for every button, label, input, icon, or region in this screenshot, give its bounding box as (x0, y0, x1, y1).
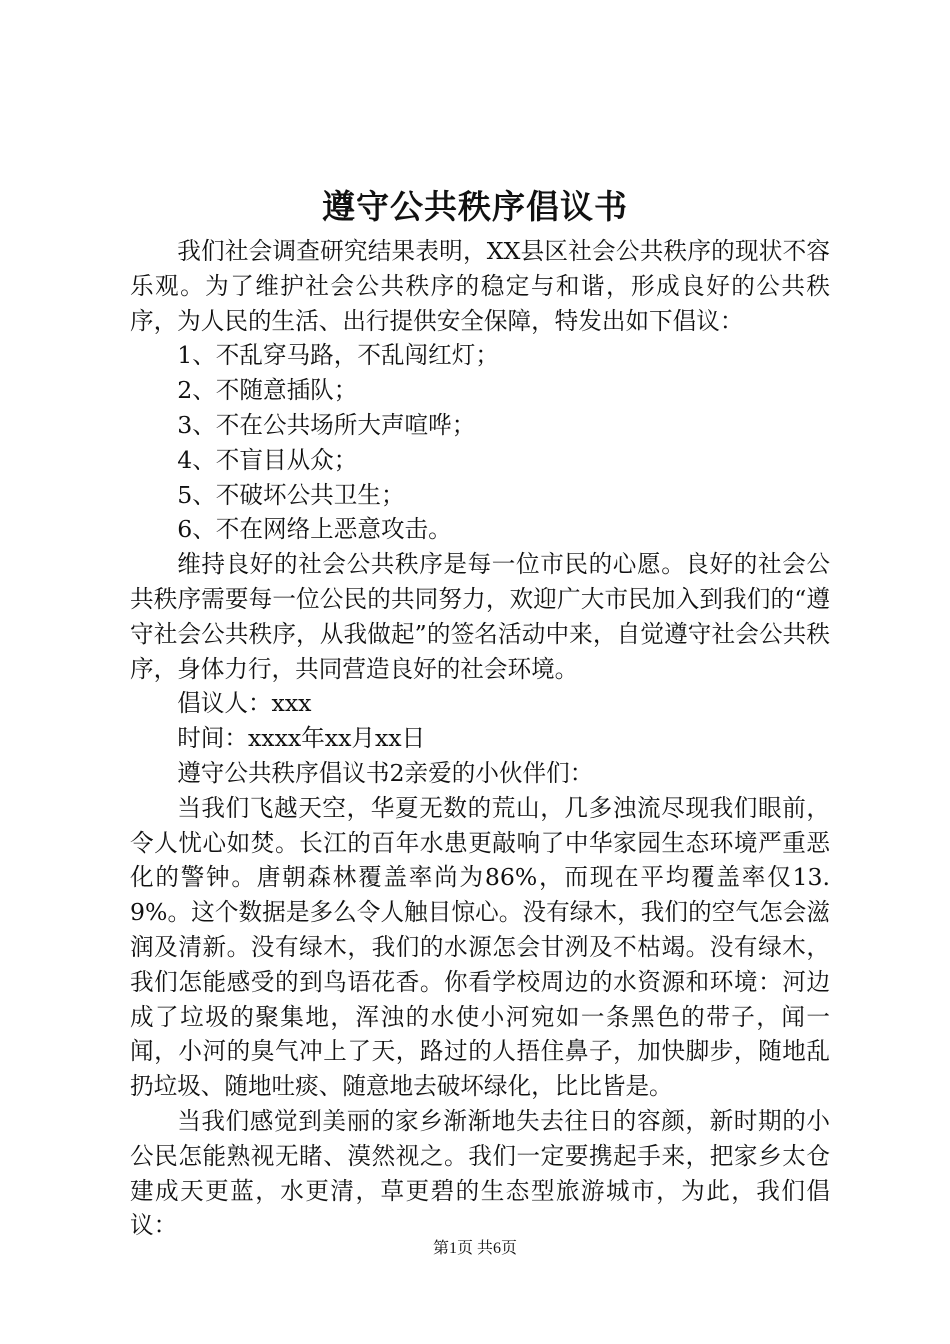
proposal-item-3: 3、不在公共场所大声喧哗； (177, 410, 476, 439)
document-title: 遵守公共秩序倡议书 (322, 187, 628, 226)
page-footer: 第1页 共6页 (432, 1240, 517, 1257)
call-to-action-paragraph: 当我们感觉到美丽的家乡渐渐地失去往日的容颜，新时期的小公民怎能熟视无睹、漠然视之。我们一定要携起手来，把家乡太仓建成天更蓝，水更清，草更碧的生态型旅游城市，为此，我们倡议： (130, 1106, 830, 1240)
second-letter-heading: 遵守公共秩序倡议书2亲爱的小伙伴们： (177, 758, 594, 787)
date-line: 时间：xxxx年xx月xx日 (177, 724, 426, 753)
proposal-item-1: 1、不乱穿马路，不乱闯红灯； (177, 341, 499, 370)
proposal-item-2: 2、不随意插队； (177, 376, 358, 405)
proposal-item-4: 4、不盲目从众； (177, 445, 358, 474)
proposal-item-5: 5、不破坏公共卫生； (177, 480, 405, 509)
proposer-line: 倡议人：xxx (177, 689, 312, 718)
environment-paragraph: 当我们飞越天空，华夏无数的荒山，几多浊流尽现我们眼前，令人忧心如焚。长江的百年水患更敲响了中华家园生态环境严重恶化的警钟。唐朝森林覆盖率尚为86%，而现在平均覆盖率仅13.9%。这个数据是多么令人触目惊心。没有绿木，我们的空气怎会滋润及清新。没有绿木，我们的水源怎会甘洌及不枯竭。没有绿木，我们怎能感受的到鸟语花香。你看学校周边的水资源和环境：河边成了垃圾的聚集地，浑浊的水使小河宛如一条黑色的带子，闻一闻，小河的臭气冲上了天，路过的人捂住鼻子，加快脚步，随地乱扔垃圾、随地吐痰、随意地去破坏绿化，比比皆是。 (130, 793, 830, 1101)
proposal-item-6: 6、不在网络上恶意攻击。 (177, 515, 452, 544)
document-body (130, 234, 830, 1243)
intro-paragraph: 我们社会调查研究结果表明，XX县区社会公共秩序的现状不容乐观。为了维护社会公共秩序的稳定与和谐，形成良好的公共秩序，为人民的生活、出行提供安全保障，特发出如下倡议： (130, 237, 830, 335)
appeal-paragraph: 维持良好的社会公共秩序是每一位市民的心愿。良好的社会公共秩序需要每一位公民的共同努力，欢迎广大市民加入到我们的“遵守社会公共秩序，从我做起”的签名活动中来，自觉遵守社会公共秩序，身体力行，共同营造良好的社会环境。 (130, 550, 830, 683)
